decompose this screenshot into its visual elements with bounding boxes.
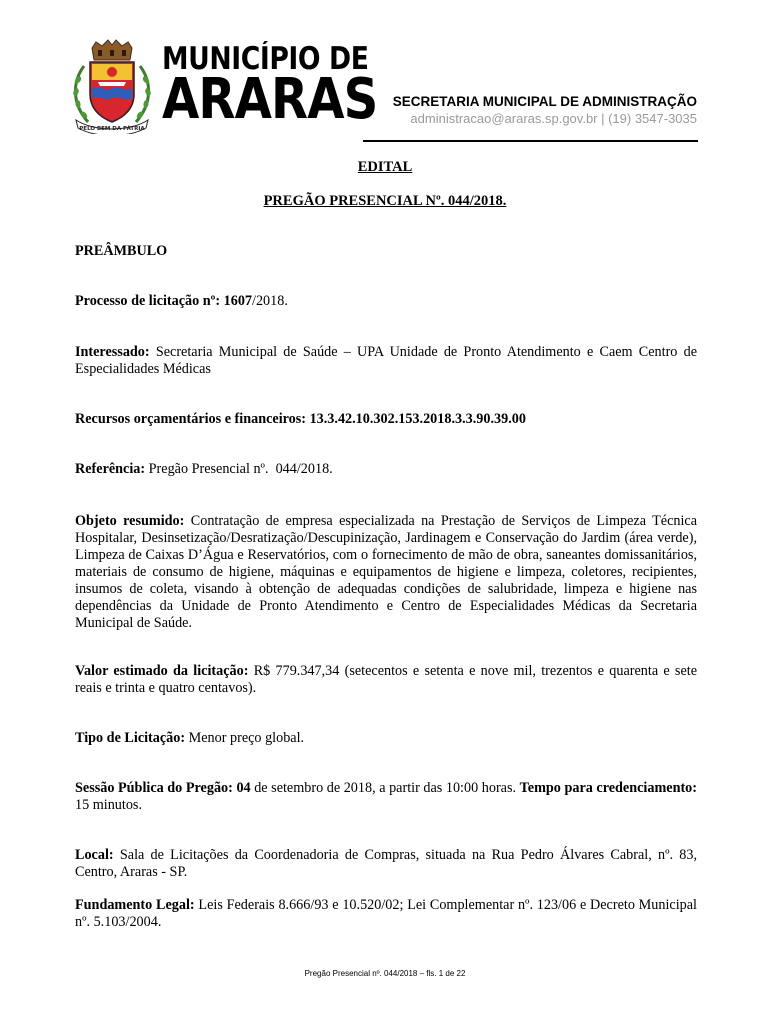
referencia-text: Pregão Presencial nº. 044/2018. — [148, 461, 333, 477]
processo-label: Processo de licitação nº: — [75, 293, 221, 309]
sessao-day: 04 — [236, 780, 251, 796]
interessado-label: Interessado: — [75, 344, 150, 360]
local-label: Local: — [75, 847, 114, 863]
processo-rest: /2018. — [252, 293, 288, 309]
contact-info: administracao@araras.sp.gov.br | (19) 3547-3035 — [410, 111, 697, 126]
sessao-text: de setembro de 2018, a partir das 10:00 horas. — [254, 780, 517, 796]
header-divider — [363, 140, 698, 142]
objeto-text: Contratação de empresa especializada na Prestação de Serviços de Limpeza Técnica Hospitalar, Desinsetização/Desratização/Descupinização, Jardinagem e Conservação do Jardim (área verde), Limpeza de Caixas D’Água e Reservatórios, com o fornecimento de mão de obra, saneantes domissanitários, materiais de consumo de higiene, máquinas e equipamentos de higiene e limpeza, coletores, recipientes, insumos de coleta, visando à obtenção de adequadas condições de salubridade, limpeza e higiene nas dependências da Unidade de Pronto Atendimento e Centro de Especialidades Médicas da Secretaria Municipal de Saúde. — [75, 513, 698, 631]
valor-paragraph — [75, 663, 697, 697]
recursos-paragraph — [75, 411, 697, 428]
referencia-paragraph — [75, 461, 697, 478]
objeto-label: Objeto resumido: — [75, 513, 185, 529]
fundamento-text: Leis Federais 8.666/93 e 10.520/02; Lei Complementar nº. 123/06 e Decreto Municipal nº. 5.103/2004. — [75, 897, 698, 930]
preamble-heading — [75, 243, 697, 260]
sessao-credenciamento-label: Tempo para credenciamento: — [519, 780, 698, 796]
processo-number: 1607 — [223, 293, 253, 309]
preamble-heading-text: PREÂMBULO — [75, 243, 168, 259]
sessao-paragraph — [75, 780, 697, 814]
local-text: Sala de Licitações da Coordenadoria de Compras, situada na Rua Pedro Álvares Cabral, nº. 83, Centro, Araras - SP. — [75, 847, 697, 880]
page-footer: Pregão Presencial nº. 044/2018 – fls. 1 de 22 — [304, 969, 466, 978]
valor-text: R$ 779.347,34 (setecentos e setenta e nove mil, trezentos e quarenta e sete reais e trinta e quatro centavos). — [75, 663, 697, 696]
interessado-text: Secretaria Municipal de Saúde – UPA Unidade de Pronto Atendimento e Caem Centro de Especialidades Médicas — [75, 344, 697, 377]
fundamento-paragraph — [75, 897, 697, 931]
document-subtitle: PREGÃO PRESENCIAL Nº. 044/2018. — [263, 193, 507, 209]
objeto-paragraph — [75, 513, 697, 632]
crest-motto: PELO BEM DA PÁTRIA — [79, 126, 145, 132]
valor-label: Valor estimado da licitação: — [75, 663, 249, 679]
secretaria-heading: SECRETARIA MUNICIPAL DE ADMINISTRAÇÃO — [392, 94, 697, 109]
logo-araras-text: ARARAS — [162, 67, 378, 132]
document-title: EDITAL — [357, 159, 413, 175]
local-paragraph — [75, 847, 697, 881]
coat-of-arms-logo — [68, 38, 156, 134]
recursos-label: Recursos orçamentários e financeiros: 13.3.42.10.302.153.2018.3.3.90.39.00 — [75, 411, 526, 427]
sessao-credenciamento-text: 15 minutos. — [75, 797, 143, 813]
logo-municipio-text: MUNICÍPIO DE — [162, 41, 369, 77]
processo-paragraph — [75, 293, 697, 310]
fundamento-label: Fundamento Legal: — [75, 897, 195, 913]
tipo-paragraph — [75, 730, 697, 747]
tipo-text: Menor preço global. — [188, 730, 305, 746]
referencia-label: Referência: — [75, 461, 146, 477]
sessao-label: Sessão Pública do Pregão: — [75, 780, 233, 796]
tipo-label: Tipo de Licitação: — [75, 730, 186, 746]
interessado-paragraph — [75, 344, 697, 378]
